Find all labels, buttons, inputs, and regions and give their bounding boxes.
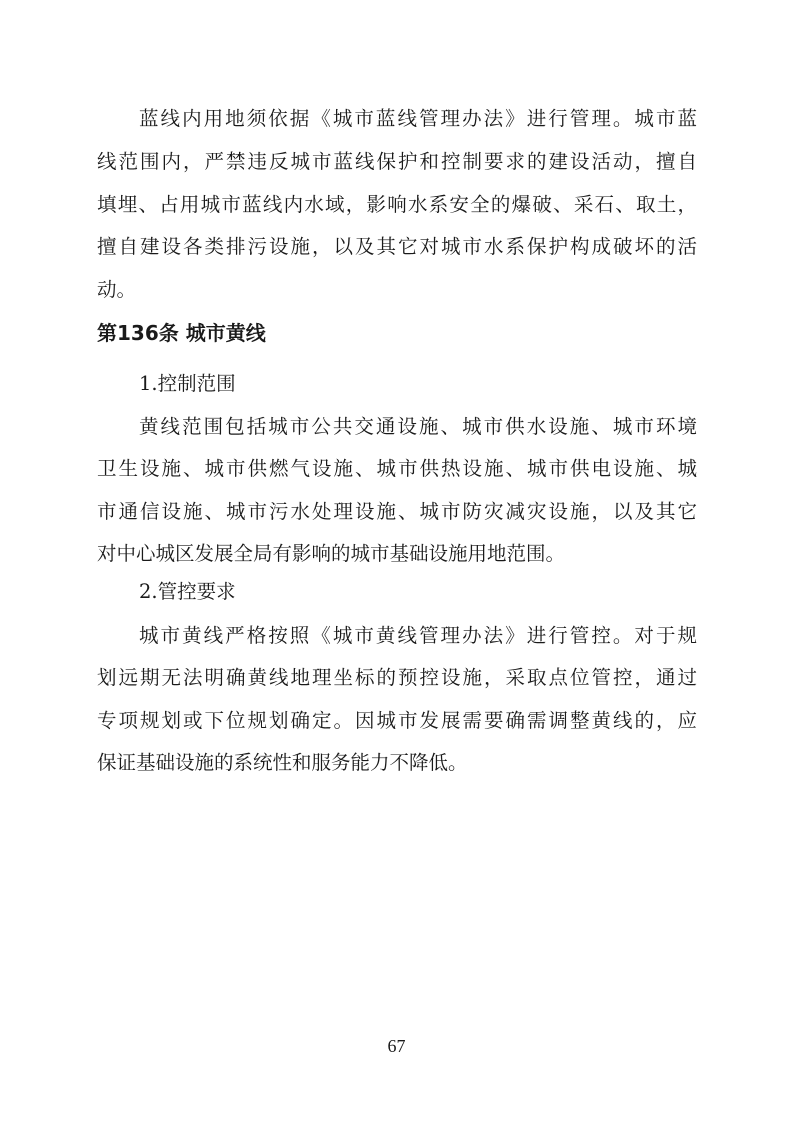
control-scope-line-2: 卫生设施、城市供燃气设施、城市供热设施、城市供电设施、城 <box>97 457 697 480</box>
control-scope-line-4: 对中心城区发展全局有影响的城市基础设施用地范围。 <box>97 542 566 565</box>
blue-line-paragraph-line-3: 填埋、占用城市蓝线内水域，影响水系安全的爆破、采石、取土， <box>97 193 697 216</box>
page-number: 67 <box>387 1036 406 1056</box>
control-requirements-line-3: 专项规划或下位规划确定。因城市发展需要确需调整黄线的，应 <box>97 709 697 732</box>
control-requirements-line-2: 划远期无法明确黄线地理坐标的预控设施，采取点位管控，通过 <box>97 666 697 689</box>
control-scope-line-1: 黄线范围包括城市公共交通设施、城市供水设施、城市环境 <box>139 415 697 438</box>
blue-line-paragraph-line-4: 擅自建设各类排污设施，以及其它对城市水系保护构成破坏的活 <box>97 235 697 258</box>
blue-line-paragraph-line-2: 线范围内，严禁违反城市蓝线保护和控制要求的建设活动，擅自 <box>97 150 697 173</box>
blue-line-paragraph-line-1: 蓝线内用地须依据《城市蓝线管理办法》进行管理。城市蓝 <box>139 107 697 130</box>
control-scope-line-3: 市通信设施、城市污水处理设施、城市防灾减灾设施，以及其它 <box>97 500 697 523</box>
article-heading: 第136条 城市黄线 <box>97 321 266 345</box>
blue-line-paragraph-line-5: 动。 <box>97 278 137 301</box>
control-scope-subheading: 1.控制范围 <box>139 372 236 395</box>
control-requirements-subheading: 2.管控要求 <box>139 580 236 603</box>
control-requirements-line-4: 保证基础设施的系统性和服务能力不降低。 <box>97 751 468 774</box>
control-requirements-line-1: 城市黄线严格按照《城市黄线管理办法》进行管控。对于规 <box>139 624 697 647</box>
